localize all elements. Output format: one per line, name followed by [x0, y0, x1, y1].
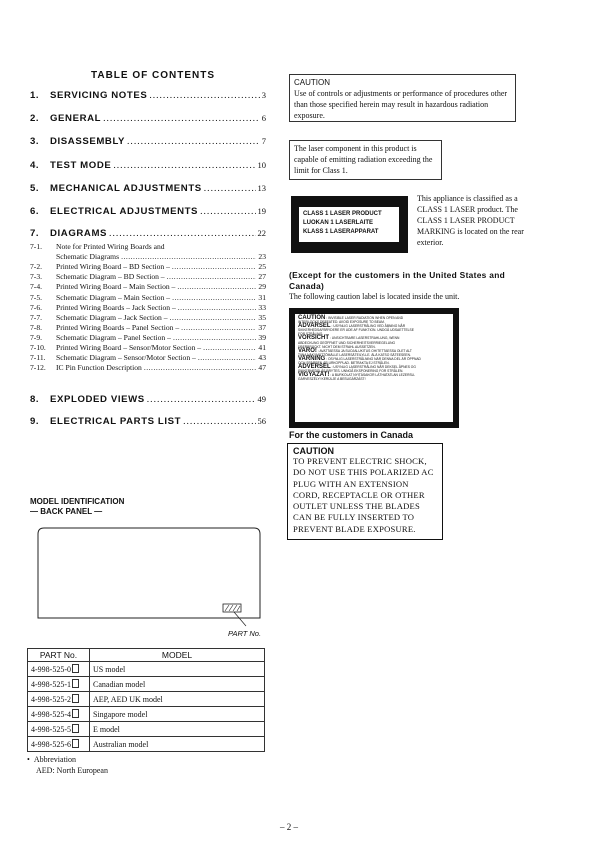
table-row — [28, 707, 265, 722]
label-line-text: OCH SPÄRREN ÄR URKOPPLAD. BETRAKTA EJ STRÅLEN. — [298, 361, 390, 366]
parts-header-part: PART No. — [28, 649, 90, 662]
model-cell: Canadian model — [90, 677, 265, 692]
table-row — [28, 662, 265, 677]
label-keyword: VORSICHT — [298, 335, 330, 342]
toc-sub-page: 27 — [258, 272, 266, 282]
toc-sub-number: 7-8. — [30, 322, 43, 332]
label-line-text: : INVISIBLE LASER RADIATION WHEN OPEN AND — [326, 316, 404, 320]
toc-entry-page: 7 — [261, 136, 266, 146]
label-line-text: INTERLOCKS DEFEATED. AVOID EXPOSURE TO BEAM. — [298, 320, 385, 325]
label-keyword: VIGYAZAT! — [298, 372, 330, 379]
toc-sub-page: 35 — [258, 312, 266, 322]
checkbox-square-icon — [72, 664, 79, 673]
toc-entry-page: 56 — [257, 416, 266, 426]
toc-entry-number: 6. — [30, 206, 40, 217]
toc-sub-title: Printed Wiring Board – Main Section – — [56, 282, 176, 292]
toc-entry-page: 6 — [261, 113, 266, 123]
toc-entry — [30, 160, 266, 171]
label-keyword: ADVARSEL — [298, 323, 331, 330]
label-line-text: TIINA NÄKYMÄTTÖMÄLLE LASERSÄTEILYLLE. ÄLÄ KATSO SÄTEESEEN. — [298, 352, 411, 357]
toc-entry-page: 22 — [257, 228, 266, 238]
canada-heading: For the customers in Canada — [289, 430, 414, 440]
toc-sub-number: 7-5. — [30, 292, 43, 302]
toc-sub-title: Schematic Diagram – Main Section – — [56, 292, 171, 302]
abbreviation-title: • Abbreviation — [27, 755, 77, 764]
toc-leader-dots — [149, 90, 259, 101]
canada-caution-line: CORD, RECEPTACLE OR OTHER — [293, 489, 425, 500]
part-number: 4-998-525-4 — [31, 710, 71, 719]
toc-sub-page: 23 — [258, 252, 266, 262]
toc-entry — [30, 206, 266, 217]
back-panel-drawing — [34, 522, 264, 630]
checkbox-square-icon — [72, 679, 79, 688]
label-keyword: ADVERSEL — [298, 364, 331, 371]
toc-entry-number: 3. — [30, 136, 40, 147]
toc-sub-page: 41 — [258, 343, 266, 352]
toc-sub-number: 7-2. — [30, 262, 43, 272]
toc-sub-title: Schematic Diagram – Panel Section – — [56, 332, 171, 342]
toc-entry-number: 2. — [30, 113, 40, 124]
label-line-text: : USYNLIG LASERSTRÅLING NÅR DEKSEL ÅPNES OG — [331, 365, 416, 370]
toc-entry-number: 1. — [30, 90, 40, 101]
checkbox-square-icon — [72, 709, 79, 718]
toc-sub-page: 37 — [258, 322, 266, 332]
canada-caution-line: PREVENT BLADE EXPOSURE. — [293, 523, 416, 534]
class-label-line: CLASS 1 LASER PRODUCT — [303, 211, 382, 217]
toc-leader-dots — [172, 293, 256, 302]
toc-entry-title: ELECTRICAL ADJUSTMENTS — [50, 206, 199, 217]
toc-sub-title: Schematic Diagrams — [56, 252, 120, 262]
parts-table — [27, 648, 265, 752]
toc-leader-dots — [198, 353, 257, 362]
table-row — [28, 677, 265, 692]
class-label-line: LUOKAN 1 LASERLAITE — [303, 220, 374, 226]
toc-entry-title: SERVICING NOTES — [50, 90, 148, 101]
toc-sub-number: 7-4. — [30, 282, 43, 292]
canada-caution-line: TO PREVENT ELECTRIC SHOCK, — [293, 456, 427, 466]
toc-leader-dots — [170, 313, 257, 322]
label-keyword: VARO! — [298, 347, 317, 354]
model-cell: Singapore model — [90, 707, 265, 722]
toc-entry — [30, 183, 266, 194]
toc-leader-dots — [173, 333, 256, 342]
leader-line — [234, 612, 246, 626]
part-number-cell — [28, 677, 90, 692]
canada-caution-box — [287, 443, 443, 540]
toc-leader-dots — [204, 183, 256, 194]
toc-entry-title: MECHANICAL ADJUSTMENTS — [50, 183, 202, 194]
toc-leader-dots — [181, 323, 256, 332]
table-row — [28, 737, 265, 752]
toc-sub-number: 7-7. — [30, 312, 43, 322]
model-cell: AEP, AED UK model — [90, 692, 265, 707]
part-number: 4-998-525-1 — [31, 680, 71, 689]
part-number-sticker — [223, 604, 241, 612]
toc-entry — [30, 416, 266, 427]
canada-caution-line: PLUG WITH AN EXTENSION — [293, 478, 409, 489]
toc-leader-dots — [147, 394, 256, 405]
toc-entry-number: 9. — [30, 416, 40, 427]
label-line-text: SIKKERHEDSLÅS BRYTES. UNNGÅ EKSPONERING FOR STRÅLEN. — [298, 369, 404, 374]
label-line — [298, 377, 450, 381]
toc-entry-page: 3 — [261, 90, 266, 100]
page-number: – 2 – — [280, 822, 298, 832]
toc-leader-dots — [178, 303, 257, 312]
toc-sub-page: 29 — [258, 282, 266, 292]
toc-leader-dots — [121, 252, 256, 261]
toc-leader-dots — [127, 136, 260, 147]
toc-sub-entry — [30, 282, 266, 291]
table-row — [28, 692, 265, 707]
class1-laser-label — [291, 196, 408, 253]
toc-entry — [30, 90, 266, 101]
label-line-text: : A BURKOLAT NYITÁSAKOR LÁTHATATLAN LEZERSU- — [330, 373, 416, 378]
part-number-cell — [28, 722, 90, 737]
part-number-cell — [28, 662, 90, 677]
toc-entry-page: 49 — [257, 394, 266, 404]
laser-warning-box — [289, 140, 442, 180]
toc-entry-number: 4. — [30, 160, 40, 171]
class-label-line: KLASS 1 LASERAPPARAT — [303, 229, 379, 235]
class-label-description: This appliance is classified as a CLASS 1 LASER product. The CLASS 1 LASER PRODUCT MARKING is located on the rear exterior. — [417, 194, 524, 247]
toc-sub-entry — [30, 303, 266, 312]
toc-leader-dots — [200, 206, 255, 217]
toc-entry-title: EXPLODED VIEWS — [50, 394, 145, 405]
caution-text: Use of controls or adjustments or performance of procedures other than those specified herein may result in hazardous radiation exposure. — [294, 89, 508, 120]
model-id-title: MODEL IDENTIFICATION — [30, 497, 125, 506]
label-line-text: : USYNLIG LASERSTRÅLING VED ÅBNING NÅR — [331, 324, 406, 329]
toc-entry-title: DISASSEMBLY — [50, 136, 126, 147]
toc-sub-entry — [30, 333, 266, 342]
toc-leader-dots — [167, 272, 257, 281]
toc-sub-title: IC Pin Function Description — [56, 363, 142, 373]
toc-sub-title: Printed Wiring Board – BD Section – — [56, 262, 170, 272]
except-heading: (Except for the customers in the United States and Canada) — [289, 270, 506, 291]
part-number-cell — [28, 707, 90, 722]
label-line-text: SIKKERHEDSAFBRYDERE ER UDE AF FUNKTION. UNDGÅ UDSAETTELSE — [298, 328, 414, 333]
model-cell: E model — [90, 722, 265, 737]
toc-entry-page: 10 — [257, 160, 266, 170]
toc-title: TABLE OF CONTENTS — [91, 70, 216, 81]
label-line-text: ABDECKUNG GEÖFFNET UND SICHERHEITSVERRIEGELUNG — [298, 340, 396, 345]
caution-heading: CAUTION — [294, 78, 330, 87]
toc-sub-title: Schematic Diagram – Jack Section – — [56, 312, 168, 322]
toc-sub-entry — [30, 242, 266, 251]
label-line-text: : OSYNLIG LASERSTRÅLNING NÄR DENNA DEL ÄR ÖPPNAD — [326, 356, 421, 361]
toc-sub-entry — [30, 343, 266, 352]
toc-entry-page: 13 — [257, 183, 266, 193]
toc-entry-title: ELECTRICAL PARTS LIST — [50, 416, 182, 427]
toc-sub-entry — [56, 252, 266, 261]
toc-sub-number: 7-12. — [30, 363, 46, 373]
toc-sub-entry — [30, 272, 266, 281]
toc-entry-number: 7. — [30, 228, 40, 239]
label-line-text: FOR STRÅLING. — [298, 332, 324, 337]
canada-caution-line: CAN BE FULLY INSERTED TO — [293, 512, 415, 523]
label-keyword: VARNING — [298, 355, 326, 362]
abbreviation-text: AED: North European — [36, 766, 108, 775]
caution-box — [289, 74, 516, 122]
toc-sub-page: 47 — [258, 363, 266, 373]
toc-sub-title: Note for Printed Wiring Boards and — [56, 242, 165, 251]
checkbox-square-icon — [72, 739, 79, 748]
toc-entry-number: 5. — [30, 183, 40, 194]
model-cell: US model — [90, 662, 265, 677]
part-number-cell — [28, 737, 90, 752]
toc-sub-title: Schematic Diagram – BD Section – — [56, 272, 165, 282]
toc-sub-number: 7-9. — [30, 332, 43, 342]
part-number: 4-998-525-0 — [31, 665, 71, 674]
part-number: 4-998-525-2 — [31, 695, 71, 704]
toc-leader-dots — [177, 282, 256, 291]
toc-leader-dots — [144, 363, 257, 372]
canada-caution-heading: CAUTION — [293, 446, 334, 456]
part-no-callout: PART No. — [228, 629, 262, 638]
except-text: The following caution label is located inside the unit. — [289, 292, 460, 301]
label-line-text: GÁRVESZÉLY! KERÜLJE A BESUGÁRZÁST! — [298, 377, 366, 382]
toc-entry-page: 19 — [257, 206, 266, 216]
part-number: 4-998-525-5 — [31, 725, 71, 734]
toc-sub-number: 7-1. — [30, 242, 43, 251]
toc-sub-page: 39 — [258, 332, 266, 342]
checkbox-square-icon — [72, 724, 79, 733]
multilingual-caution-label — [289, 308, 459, 428]
toc-leader-dots — [203, 343, 256, 352]
toc-entry-number: 8. — [30, 394, 40, 405]
toc-entry — [30, 394, 266, 405]
part-number: 4-998-525-6 — [31, 740, 71, 749]
toc-sub-title: Printed Wiring Boards – Panel Section – — [56, 322, 180, 332]
laser-warning-text: The laser component in this product is capable of emitting radiation exceeding the limit for Class 1. — [294, 144, 433, 175]
label-line-text: ÜBERBRÜCKT. NICHT DEM STRAHL AUSSETZEN. — [298, 344, 376, 349]
toc-sub-page: 33 — [258, 302, 266, 312]
toc-sub-entry — [30, 363, 266, 372]
toc-entry-title: TEST MODE — [50, 160, 112, 171]
toc-leader-dots — [113, 160, 255, 171]
model-cell: Australian model — [90, 737, 265, 752]
toc-sub-entry — [30, 293, 266, 302]
canada-caution-line: DO NOT USE THIS POLARIZED AC — [293, 467, 434, 478]
parts-header-model: MODEL — [90, 649, 265, 662]
toc-sub-entry — [30, 353, 266, 362]
label-line-text: : AVATTAESSA JA SUOJALUKITUS OHITETTAESSA OLET ALT — [317, 348, 412, 353]
table-row — [28, 722, 265, 737]
toc-sub-title: Schematic Diagram – Sensor/Motor Section – — [56, 353, 196, 363]
toc-leader-dots — [109, 228, 255, 239]
toc-sub-entry — [30, 262, 266, 271]
toc-entry-title: GENERAL — [50, 113, 102, 124]
toc-entry — [30, 228, 266, 239]
label-keyword: CAUTION — [298, 315, 326, 321]
toc-sub-title: Printed Wiring Boards – Jack Section – — [56, 302, 176, 312]
model-id-subtitle: — BACK PANEL — — [30, 507, 103, 516]
toc-entry — [30, 136, 266, 147]
abbreviation-title-text: Abbreviation — [33, 755, 77, 764]
toc-sub-number: 7-6. — [30, 302, 43, 312]
label-line-text: : UNSICHTBARE LASERSTRAHLUNG, WENN — [329, 336, 400, 341]
toc-sub-title: Printed Wiring Board – Sensor/Motor Section – — [56, 343, 202, 352]
toc-leader-dots — [172, 262, 257, 271]
toc-sub-page: 25 — [258, 262, 266, 272]
toc-sub-page: 31 — [258, 292, 266, 302]
toc-sub-entry — [30, 313, 266, 322]
checkbox-square-icon — [72, 694, 79, 703]
toc-sub-number: 7-10. — [30, 343, 46, 352]
toc-sub-number: 7-3. — [30, 272, 43, 282]
toc-entry — [30, 113, 266, 124]
canada-caution-line: OUTLET UNLESS THE BLADES — [293, 501, 420, 512]
toc-leader-dots — [103, 113, 260, 124]
part-number-cell — [28, 692, 90, 707]
toc-sub-page: 43 — [258, 353, 266, 363]
toc-sub-entry — [30, 323, 266, 332]
toc-sub-number: 7-11. — [30, 353, 46, 363]
toc-entry-title: DIAGRAMS — [50, 228, 108, 239]
toc-leader-dots — [183, 416, 255, 427]
